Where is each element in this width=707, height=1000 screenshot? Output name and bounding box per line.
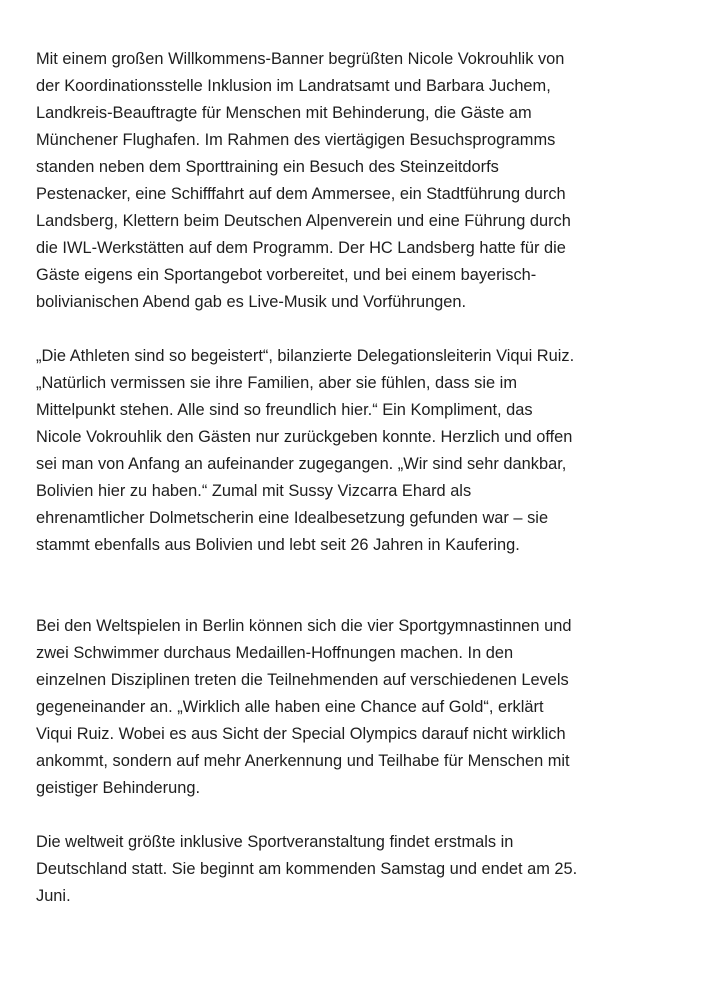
text-line: geistiger Behinderung. bbox=[36, 779, 201, 797]
paragraph-event-dates bbox=[36, 829, 686, 910]
text-line: „Natürlich vermissen sie ihre Familien, aber sie fühlen, dass sie im bbox=[36, 374, 517, 392]
text-line: Nicole Vokrouhlik den Gästen nur zurückgeben konnte. Herzlich und offen bbox=[36, 428, 573, 446]
text-line: Landkreis-Beauftragte für Menschen mit Behinderung, die Gäste am bbox=[36, 104, 532, 122]
paragraph-welcome bbox=[36, 46, 686, 316]
article-body bbox=[36, 46, 686, 910]
text-line: Bolivien hier zu haben.“ Zumal mit Sussy Vizcarra Ehard als bbox=[36, 482, 472, 500]
text-line: Viqui Ruiz. Wobei es aus Sicht der Special Olympics darauf nicht wirklich bbox=[36, 725, 566, 743]
text-line: zwei Schwimmer durchaus Medaillen-Hoffnungen machen. In den bbox=[36, 644, 514, 662]
text-line: Gäste eigens ein Sportangebot vorbereitet, und bei einem bayerisch- bbox=[36, 266, 537, 284]
text-line: Juni. bbox=[36, 887, 71, 905]
paragraph-delegation-quote bbox=[36, 343, 686, 559]
text-line: Deutschland statt. Sie beginnt am kommenden Samstag und endet am 25. bbox=[36, 860, 578, 878]
text-line: Münchener Flughafen. Im Rahmen des viertägigen Besuchsprogramms bbox=[36, 131, 556, 149]
text-line: Landsberg, Klettern beim Deutschen Alpenverein und eine Führung durch bbox=[36, 212, 571, 230]
text-line: stammt ebenfalls aus Bolivien und lebt seit 26 Jahren in Kaufering. bbox=[36, 536, 520, 554]
text-line: Mit einem großen Willkommens-Banner begrüßten Nicole Vokrouhlik von bbox=[36, 50, 565, 68]
text-line: ankommt, sondern auf mehr Anerkennung und Teilhabe für Menschen mit bbox=[36, 752, 570, 770]
text-line: sei man von Anfang an aufeinander zugegangen. „Wir sind sehr dankbar, bbox=[36, 455, 567, 473]
text-line: standen neben dem Sporttraining ein Besuch des Steinzeitdorfs bbox=[36, 158, 499, 176]
text-line: „Die Athleten sind so begeistert“, bilanzierte Delegationsleiterin Viqui Ruiz. bbox=[36, 347, 575, 365]
text-line: der Koordinationsstelle Inklusion im Landratsamt und Barbara Juchem, bbox=[36, 77, 551, 95]
text-line: bolivianischen Abend gab es Live-Musik und Vorführungen. bbox=[36, 293, 467, 311]
text-line: Mittelpunkt stehen. Alle sind so freundlich hier.“ Ein Kompliment, das bbox=[36, 401, 533, 419]
text-line: gegeneinander an. „Wirklich alle haben eine Chance auf Gold“, erklärt bbox=[36, 698, 544, 716]
text-line: ehrenamtlicher Dolmetscherin eine Idealbesetzung gefunden war – sie bbox=[36, 509, 549, 527]
text-line: Bei den Weltspielen in Berlin können sich die vier Sportgymnastinnen und bbox=[36, 617, 572, 635]
text-line: die IWL-Werkstätten auf dem Programm. Der HC Landsberg hatte für die bbox=[36, 239, 566, 257]
text-line: Pestenacker, eine Schifffahrt auf dem Ammersee, ein Stadtführung durch bbox=[36, 185, 566, 203]
text-line: Die weltweit größte inklusive Sportveranstaltung findet erstmals in bbox=[36, 833, 514, 851]
paragraph-world-games bbox=[36, 613, 686, 802]
text-line: einzelnen Disziplinen treten die Teilnehmenden auf verschiedenen Levels bbox=[36, 671, 569, 689]
